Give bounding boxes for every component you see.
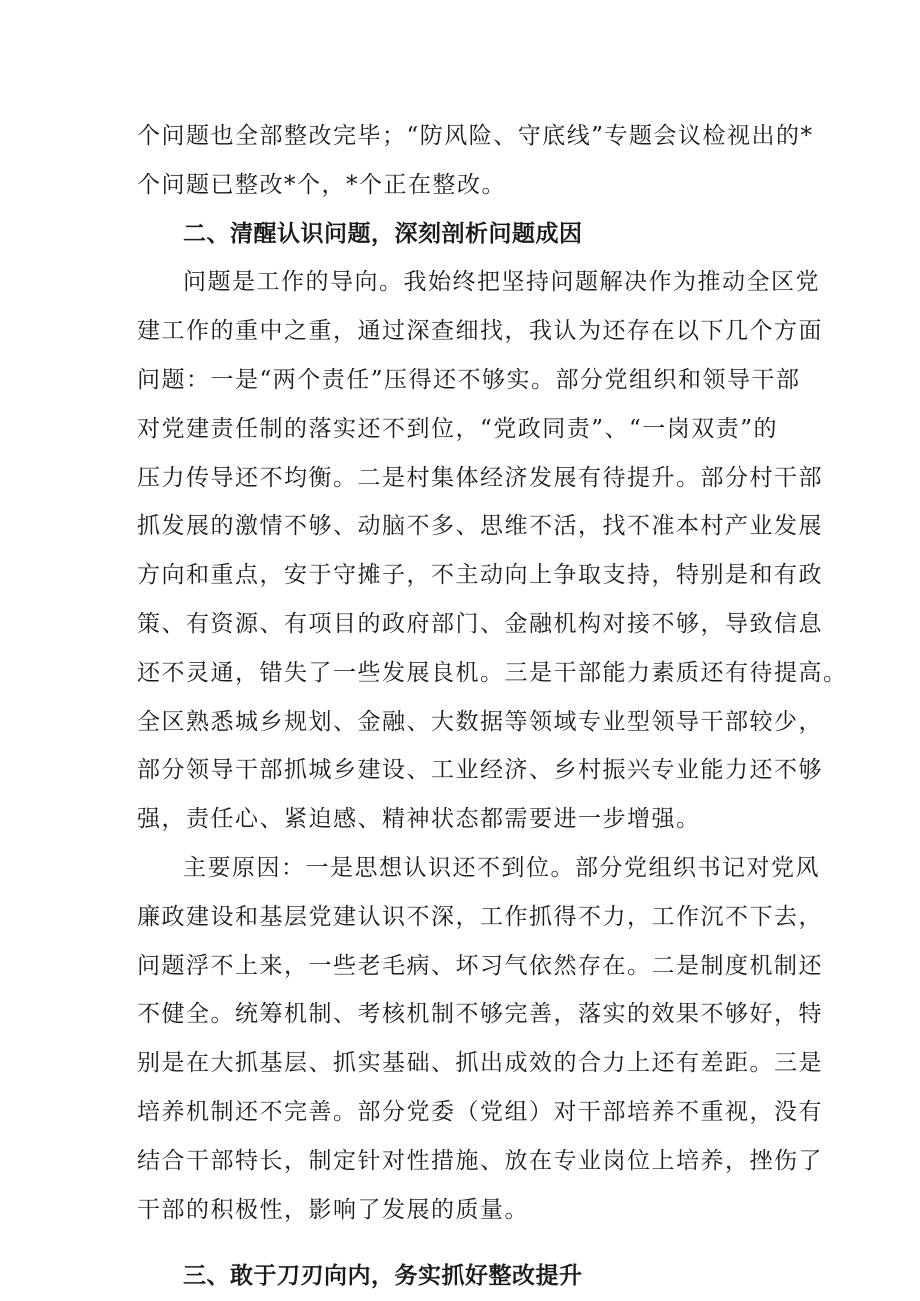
intro-line-1: 个问题也全部整改完毕；“防风险、守底线”专题会议检视出的*: [137, 123, 814, 149]
paragraph-2-line: 别是在大抓基层、抓实基础、抓出成效的合力上还有差距。三是: [137, 1050, 823, 1077]
paragraph-2-line: 主要原因：一是思想认识还不到位。部分党组织书记对党风: [183, 854, 820, 881]
intro-line-2: 个问题已整改*个，*个正在整改。: [137, 171, 506, 198]
paragraph-2-line: 结合干部特长，制定针对性措施、放在专业岗位上培养，挫伤了: [137, 1147, 823, 1174]
paragraph-1-line: 问题是工作的导向。我始终把坚持问题解决作为推动全区党: [183, 269, 820, 296]
paragraph-1-line: 部分领导干部抓城乡建设、工业经济、乡村振兴专业能力还不够: [137, 757, 823, 784]
paragraph-1-line: 建工作的重中之重，通过深查细找，我认为还存在以下几个方面: [137, 318, 823, 345]
paragraph-1-line: 全区熟悉城乡规划、金融、大数据等领域专业型领导干部较少，: [137, 708, 823, 735]
section-2-heading: 二、清醒认识问题，深刻剖析问题成因: [183, 220, 583, 247]
document-body: [137, 112, 848, 1301]
paragraph-2-line: 干部的积极性，影响了发展的质量。: [137, 1196, 529, 1223]
paragraph-1-line: 抓发展的激情不够、动脑不多、思维不活，找不准本村产业发展: [137, 513, 823, 540]
paragraph-2-line: 廉政建设和基层党建认识不深，工作抓得不力，工作沉不下去，: [137, 903, 823, 930]
paragraph-1-line: 问题：一是“两个责任”压得还不够实。部分党组织和领导干部: [137, 366, 801, 393]
paragraph-2-line: 不健全。统筹机制、考核机制不够完善，落实的效果不够好，特: [137, 1001, 823, 1028]
paragraph-2-line: 培养机制还不完善。部分党委（党组）对干部培养不重视，没有: [137, 1098, 823, 1125]
section-3-heading: 三、敢于刀刃向内，务实抓好整改提升: [183, 1263, 583, 1290]
paragraph-1-line: 对党建责任制的落实还不到位，“党政同责”、“一岗双责”的: [137, 415, 779, 442]
paragraph-1-line: 策、有资源、有项目的政府部门、金融机构对接不够，导致信息: [137, 610, 823, 637]
paragraph-1-line: 方向和重点，安于守摊子，不主动向上争取支持，特别是和有政: [137, 562, 823, 589]
paragraph-1-line: 还不灵通，错失了一些发展良机。三是干部能力素质还有待提高。: [137, 659, 848, 686]
section-spacer: [137, 1234, 792, 1252]
paragraph-1-line: 压力传导还不均衡。二是村集体经济发展有待提升。部分村干部: [137, 464, 823, 491]
paragraph-2-line: 问题浮不上来，一些老毛病、坏习气依然存在。二是制度机制还: [137, 952, 823, 979]
paragraph-1-line: 强，责任心、紧迫感、精神状态都需要进一步增强。: [137, 806, 701, 833]
